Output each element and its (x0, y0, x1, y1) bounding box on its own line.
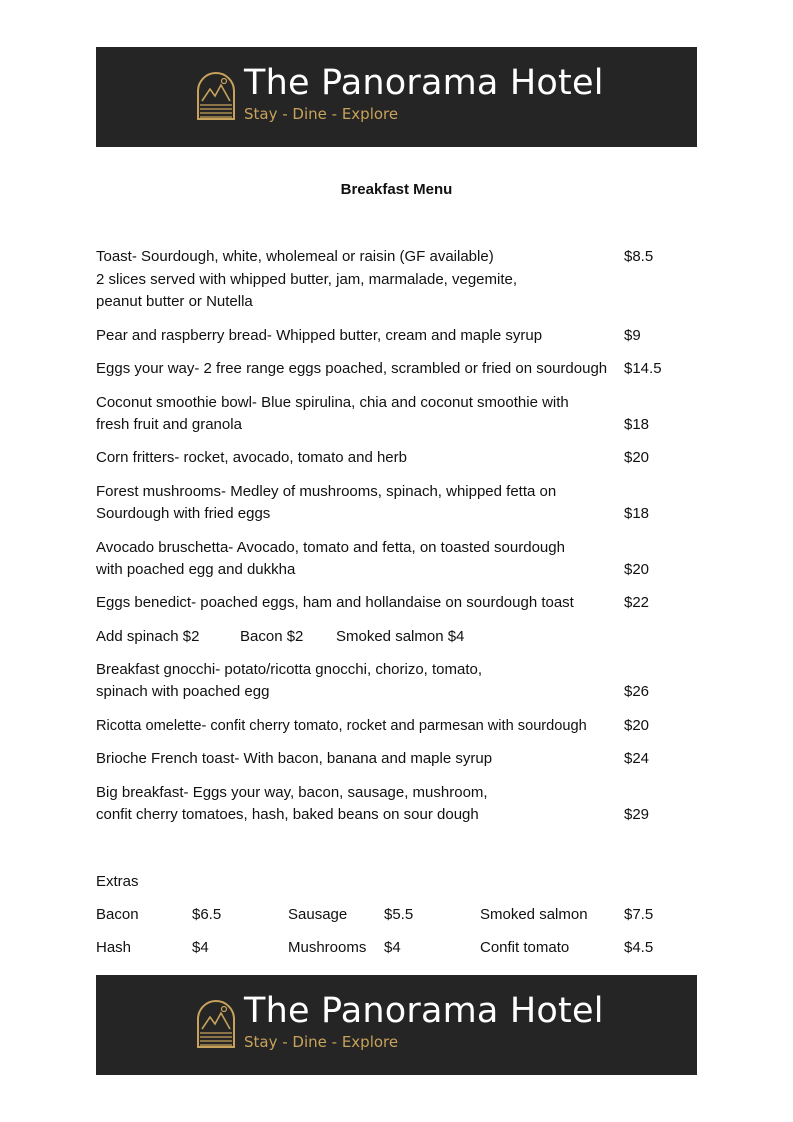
item-description-line: fresh fruit and granola (96, 416, 242, 433)
item-description-line: Sourdough with fried eggs (96, 505, 271, 522)
item-description-line: with poached egg and dukkha (96, 561, 296, 578)
item-description-line: Pear and raspberry bread- Whipped butter, cream and maple syrup (96, 327, 543, 344)
extras-heading: Extras (96, 873, 139, 890)
extra-price: $6.5 (192, 906, 222, 923)
item-description-line: Forest mushrooms- Medley of mushrooms, spinach, whipped fetta on (96, 483, 557, 500)
extra-price: $5.5 (384, 906, 414, 923)
hotel-name: The Panorama Hotel (244, 63, 604, 103)
header-banner (96, 47, 697, 147)
footer-banner (96, 975, 697, 1075)
item-price: $18 (624, 416, 650, 433)
menu-title: Breakfast Menu (340, 181, 453, 198)
item-description-line: peanut butter or Nutella (96, 293, 253, 310)
item-description-line: Big breakfast- Eggs your way, bacon, sausage, mushroom, (96, 784, 488, 801)
item-description-line: Avocado bruschetta- Avocado, tomato and fetta, on toasted sourdough (96, 539, 565, 556)
item-description-line: confit cherry tomatoes, hash, baked beans on sour dough (96, 806, 479, 823)
item-price: $22 (624, 594, 650, 611)
item-description-line: Eggs benedict- poached eggs, ham and hollandaise on sourdough toast (96, 594, 574, 611)
addon-spinach: Add spinach $2 (96, 628, 200, 645)
item-description-line: Corn fritters- rocket, avocado, tomato and herb (96, 449, 407, 466)
item-description-line: Toast- Sourdough, white, wholemeal or raisin (GF available) (96, 248, 494, 265)
item-description-line: Eggs your way- 2 free range eggs poached, scrambled or fried on sourdough (96, 360, 608, 377)
mountain-arch-icon (196, 999, 236, 1049)
item-price: $8.5 (624, 248, 654, 265)
extra-name: Hash (96, 939, 132, 956)
item-price: $14.5 (624, 360, 662, 377)
item-price: $26 (624, 683, 650, 700)
item-price: $18 (624, 505, 650, 522)
addon-bacon: Bacon $2 (240, 628, 304, 645)
addon-smoked-salmon: Smoked salmon $4 (336, 628, 465, 645)
extra-price: $7.5 (624, 906, 654, 923)
item-price: $20 (624, 717, 650, 734)
item-price: $20 (624, 449, 650, 466)
extra-name: Smoked salmon (480, 906, 588, 923)
item-description-line: Ricotta omelette- confit cherry tomato, rocket and parmesan with sourdough (96, 718, 587, 734)
extra-name: Bacon (96, 906, 139, 923)
item-description-line: Coconut smoothie bowl- Blue spirulina, chia and coconut smoothie with (96, 394, 569, 411)
extra-name: Sausage (288, 906, 348, 923)
hotel-tagline: Stay - Dine - Explore (244, 1033, 399, 1051)
item-description-line: Breakfast gnocchi- potato/ricotta gnocchi, chorizo, tomato, (96, 661, 483, 678)
item-price: $20 (624, 561, 650, 578)
item-price: $24 (624, 750, 650, 767)
item-description-line: spinach with poached egg (96, 683, 270, 700)
extra-name: Confit tomato (480, 939, 570, 956)
item-price: $9 (624, 327, 641, 344)
extra-price: $4 (384, 939, 401, 956)
extra-price: $4.5 (624, 939, 654, 956)
extra-name: Mushrooms (288, 939, 367, 956)
mountain-arch-icon (196, 71, 236, 121)
item-description-line: Brioche French toast- With bacon, banana and maple syrup (96, 750, 493, 767)
hotel-name: The Panorama Hotel (244, 991, 604, 1031)
item-price: $29 (624, 806, 650, 823)
item-description-line: 2 slices served with whipped butter, jam, marmalade, vegemite, (96, 271, 518, 288)
extra-price: $4 (192, 939, 209, 956)
hotel-tagline: Stay - Dine - Explore (244, 105, 399, 123)
